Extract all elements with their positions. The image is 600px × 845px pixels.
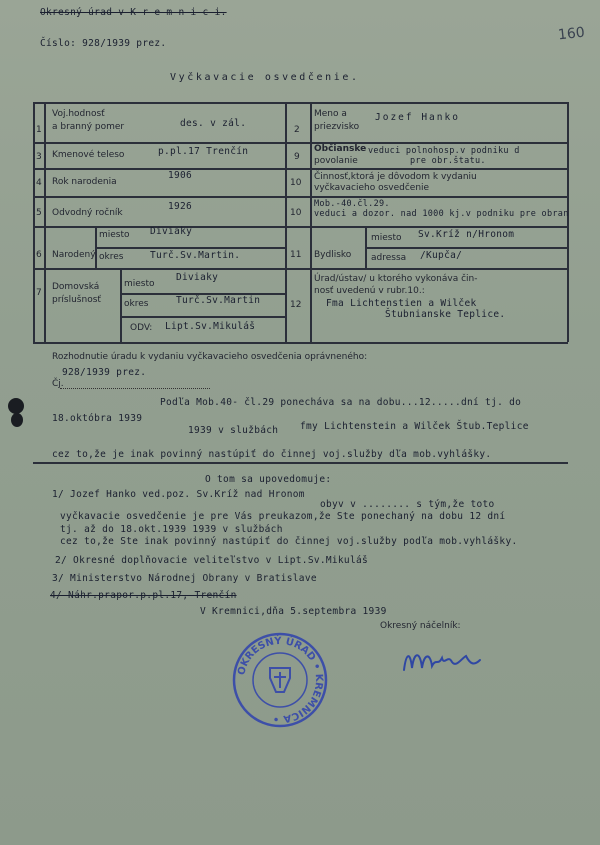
office-header: Okresný úrad v K r e m n i c i. [40, 7, 227, 18]
decision-text: 1939 v službách [188, 425, 279, 436]
row-number: 10 [290, 208, 302, 218]
row-number: 7 [36, 288, 42, 298]
decision-ref: 928/1939 prez. [62, 367, 147, 378]
row-number: 10 [290, 178, 302, 188]
field-label: vyčkavacieho osvedčenie [314, 183, 430, 193]
decision-text: fmy Lichtenstein a Wilček Štub.Teplice [300, 421, 529, 432]
field-label: povolanie [314, 156, 358, 166]
field-value: Turč.Sv.Martin [176, 295, 261, 306]
stamp-cross-icon [274, 672, 286, 688]
row-divider [33, 342, 568, 344]
row-number: 11 [290, 250, 302, 260]
field-label: a branný pomer [52, 122, 125, 132]
table-border-top [33, 102, 568, 104]
field-label: Čj. [52, 379, 64, 389]
field-value: p.pl.17 Trenčín [158, 146, 249, 157]
field-label: miesto [371, 233, 402, 243]
field-label: Bydlisko [314, 250, 352, 260]
field-label: Občianske [314, 144, 367, 154]
punch-hole-mark-lower [11, 413, 23, 427]
section-divider [33, 462, 568, 464]
row-divider [33, 268, 568, 270]
section-heading: O tom sa upovedomuje: [205, 474, 332, 485]
field-value: Diviaky [150, 226, 193, 237]
field-value: /Kupča/ [420, 250, 463, 261]
field-value: des. v zál. [180, 118, 247, 129]
field-label: miesto [99, 230, 130, 240]
field-label: ODV: [130, 323, 153, 333]
field-label: Voj.hodnosť [52, 109, 105, 119]
table-border-right [567, 102, 569, 342]
table-border-left [33, 102, 35, 342]
row-number: 9 [294, 152, 300, 162]
field-label: Domovská [52, 282, 100, 292]
field-value: Fma Lichtenstien a Wilček [326, 298, 477, 309]
field-label: Rok narodenia [52, 177, 117, 187]
field-label: okres [99, 252, 124, 262]
field-value: Jozef Hanko [375, 112, 460, 123]
field-label: príslušnosť [52, 295, 101, 305]
decision-text: 18.októbra 1939 [52, 413, 143, 424]
field-label: priezvisko [314, 122, 360, 132]
row-divider [33, 196, 568, 198]
sub-col-divider [365, 226, 367, 268]
decision-text: cez to,že je inak povinný nastúpiť do činnej voj.služby dľa mob.vyhlášky. [52, 449, 492, 460]
page-number: 160 [557, 24, 586, 44]
row-divider [33, 226, 568, 228]
field-value: veduci polnohosp.v podniku d [368, 146, 520, 156]
field-value: Lipt.Sv.Mikuláš [165, 321, 256, 332]
signatory-title: Okresný náčelník: [380, 621, 461, 631]
notify-text: 4/ Náhr.prapor.p.pl.17, Trenčín [50, 590, 237, 601]
sub-row-divider [95, 247, 285, 249]
notify-text: cez to,že Ste inak povinný nastúpiť do činnej voj.služby podľa mob.vyhlášky. [60, 536, 518, 547]
handwritten-signature [400, 640, 490, 680]
sub-col-divider [95, 226, 97, 268]
sub-row-divider [365, 247, 567, 249]
field-value: Sv.Kríž n/Hronom [418, 229, 515, 240]
field-value: 1906 [168, 170, 193, 181]
table-mid-col-b [310, 102, 312, 342]
table-num-col [44, 102, 46, 342]
notify-text: 2/ Okresné doplňovacie veliteľstvo v Lipt.Sv.Mikuláš [55, 555, 369, 566]
notify-text: tj. až do 18.okt.1939 1939 v službách [60, 524, 283, 535]
field-value: 1926 [168, 201, 193, 212]
field-label: Narodený [52, 250, 96, 260]
notify-text: vyčkavacie osvedčenie je pre Vás preukazom,že Ste ponechaný na dobu 12 dní [60, 511, 506, 522]
field-label: okres [124, 299, 149, 309]
sub-row-divider [120, 316, 285, 318]
field-label: Meno a [314, 109, 347, 119]
field-value: Diviaky [176, 272, 219, 283]
field-label: adressa [371, 253, 407, 263]
field-value: veduci a dozor. nad 1000 kj.v podniku pre obran [314, 209, 569, 219]
punch-hole-mark [8, 398, 24, 414]
stamp-lettering: OKRESNÝ ÚRAD • KREMNICA • [236, 635, 325, 725]
row-divider [33, 142, 568, 144]
field-value: Mob.-40.čl.29. [314, 199, 390, 209]
row-number: 2 [294, 125, 300, 135]
row-number: 4 [36, 178, 42, 188]
row-number: 3 [36, 152, 42, 162]
reference-number: Číslo: 928/1939 prez. [40, 38, 167, 49]
field-label: Odvodný ročník [52, 208, 123, 218]
notify-text: 1/ Jozef Hanko ved.poz. Sv.Kríž nad Hronom [52, 489, 305, 500]
field-value: Turč.Sv.Martin. [150, 250, 241, 261]
field-label: Úrad/ústav/ u ktorého vykonáva čin- [314, 274, 478, 284]
sub-col-divider [120, 268, 122, 342]
row-number: 1 [36, 125, 42, 135]
decision-text: Podľa Mob.40- čl.29 ponecháva sa na dobu...12.....dní tj. do [160, 397, 522, 408]
row-number: 12 [290, 300, 302, 310]
field-value: pre obr.štatu. [410, 156, 486, 166]
place-date: V Kremnici,dňa 5.septembra 1939 [200, 606, 387, 617]
field-label: Kmenové teleso [52, 150, 125, 160]
field-label: nosť uvedenú v rubr.10.: [314, 286, 425, 296]
field-label: miesto [124, 279, 155, 289]
field-value: Štubnianske Teplice. [385, 309, 506, 320]
field-label: Činnosť,ktorá je dôvodom k vydaniu [314, 172, 477, 182]
notify-text: 3/ Ministerstvo Národnej Obrany v Bratislave [52, 573, 317, 584]
row-divider [33, 168, 568, 170]
office-stamp [230, 630, 330, 730]
row-number: 6 [36, 250, 42, 260]
row-number: 5 [36, 208, 42, 218]
table-mid-col-a [285, 102, 287, 342]
document-title: Vyčkavacie osvedčenie. [170, 72, 360, 83]
dotted-line [60, 388, 210, 389]
notify-text: obyv v ........ s tým,že toto [320, 499, 495, 510]
section-heading: Rozhodnutie úradu k vydaniu vyčkavacieho osvedčenia oprávneného: [52, 352, 368, 362]
